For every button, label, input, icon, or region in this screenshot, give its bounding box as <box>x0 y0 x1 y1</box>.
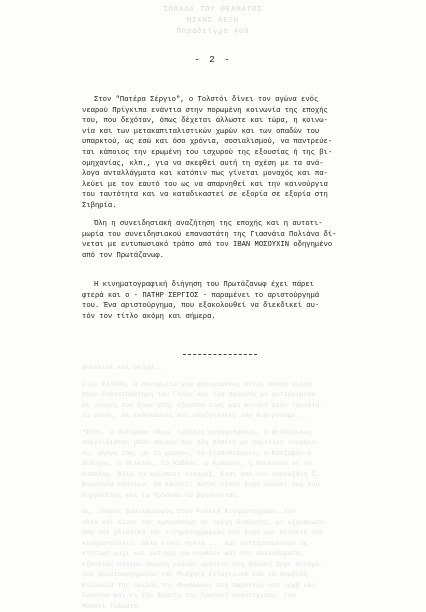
paragraph-line: από τον Πρωτάζανωφ. <box>82 251 372 262</box>
ghost-header-line-1: ΣΟΜΑΔΑ ΤΟΥ ΘΕΑΜΑΤΟΣ <box>0 6 426 15</box>
paragraph-1 <box>82 95 372 212</box>
bleed-line: τα αυτής, σε εκδηλώσεις και αναζητήσεις του Κυβερνούμε... <box>82 411 372 422</box>
bleed-line: Ως, τόσφος βασιλόμορφος στον Ρωσικό Κινηματογράφο, που <box>82 507 372 518</box>
paragraph-line: μωρία του συνειδησιακού επαναστάτη της Γιασνάια Πολιάνα δί- <box>82 230 372 241</box>
paragraph-line: λογα ανταλλάγματα και κατόπιν πως γίνεται μοναχός και πα- <box>82 169 372 180</box>
paragraph-line: του, που δεχόταν, όπως δέχεται άλλωστε και τώρα, η κοινω- <box>82 116 372 127</box>
paragraph-line: ται κάποιος την ερωμένη του ισχυρού της εξουσίας ή της βι- <box>82 148 372 159</box>
paragraph-2 <box>82 219 372 261</box>
bleed-line: Σαιάτου και κι την Έμμετα της Πρωτοκί Λογοτεχνίας, του <box>82 591 372 602</box>
bleed-line: Καναδάδα κάποιον, να ελαστι, Αυτός είναι ένας ακούει σαν του <box>82 480 372 491</box>
paragraph-line: νεται με εντυπωσιακό τρόπο από τον ΙΒΑΝ ΜΟΣΟΥΧΙΝ οδηγημένο <box>82 240 372 251</box>
ghost-header-line-2: ΜΙΚΗΣ ΛΕΞΗ <box>0 17 426 26</box>
bleed-line: στην Εναντιοθέτηση του Γκούι και ένα πρόσωπο με αντικειμένο <box>82 390 372 401</box>
paragraph-line: του ταυτότητα και να καταδικαστεί σε εξορία σε εξορία στη <box>82 190 372 201</box>
bleed-line: εξουσίας αλόγου σαρμπή μιλούν αρόσεις στη βάσωση Σογε πνεύμα- <box>82 560 372 571</box>
paragraph-line: νία και των μετακαπιταλιστικών χωρών και των οπαδών του <box>82 127 372 138</box>
bleed-line: "Έτσι, ο Πατέρσων σέρα, τάληλος καταγράφεσαι, ο φιλόζουλος <box>82 428 372 439</box>
bleed-line: των αριστουργημάτων επί Μισχαηλ Ενδαγερικό και τα συμβολη <box>82 570 372 581</box>
bleed-line: Μουσεί Τολυστό. <box>82 602 372 612</box>
bleed-line: Κοινωνία της σειράς της Μακόλανος στα παρόντων από οργά και <box>82 581 372 592</box>
ghost-header-line-3: Παράδειγμα 400 <box>0 28 426 37</box>
bleed-through-text <box>82 363 372 612</box>
bleed-line: Πυργατίδης και τα πρόσωπα τα βρίσκονται. <box>82 491 372 502</box>
bleed-line: κτητικά μαξί και ευτυχώς μα νιώθουν και στο ανεικόσματος <box>82 549 372 560</box>
bleed-line: κινηματοτύλις, άλλη είναι πολλά ... και αντιπροσώπευαν σε <box>82 539 372 550</box>
paragraph-line: τόν τον τίτλο ακόμη και σήμερα. <box>82 312 372 323</box>
bleed-line: Διδάχος, ο Θελκτός, το Κάδδας, ο Κύπερος, η Βουλιάδα οι τα <box>82 459 372 470</box>
bleed-line: ες, αλόγω του, με το μάρσον, το Εξαποδιέρεις, η Κάτζαβου ο <box>82 449 372 460</box>
paragraph-line: ομηχανίας, κλπ., για να σκεφθεί αυτή τη σχέση με τα ανά- <box>82 159 372 170</box>
paragraph-line: Όλη η συνειδησιακή αναζήτηση της εποχής και η αυτοτι- <box>82 219 372 230</box>
section-separator <box>183 354 257 355</box>
paragraph-line: φτερά και ο - ΠΑΤΗΡ ΣΕΡΓΙΟΣ - παραμένει το αριστούργημά <box>82 291 372 302</box>
paragraph-line: Σιβηρία. <box>82 201 372 212</box>
bleed-line: σε νεαρές που ζουν στην εξουσία τους και κινητό στην ταυτότη- <box>82 401 372 412</box>
paragraph-line: Στον "Πατέρα Σέργιο", ο Τολστόι δίνει τον αγώνα ενός <box>82 95 372 106</box>
paragraph-line: του. Ένα αριστούργημα, που εξακολουθεί να διεκδικεί αυ- <box>82 301 372 312</box>
bleed-line: παιγνιδιστής μέσο σαρκών που ήδη βάσεις με ποικίλες ενέργει- <box>82 438 372 449</box>
bleed-line: αλλά και είναι της εμπροσθίας σε τεύχη διάδοσης, με εξανθρώπι- <box>82 518 372 529</box>
paragraph-line: νεαρού Πρίγκιπα ενάντια στην πορωμένη κοινωνία της εποχής <box>82 106 372 117</box>
bleed-line: φαίνεται και ακόμα... <box>82 363 372 374</box>
paragraph-line: λεύει με τον εαυτό του ως να απαρνηθεί και την καινούργια <box>82 180 372 191</box>
paragraph-3 <box>82 280 372 322</box>
bleed-line: Καπόλεμ. Άλλο τα καλύπτει ελληνοί, Έτσι από τον οποιοζήτη Σ. <box>82 470 372 481</box>
paragraph-line: υπαρκτού, ως εσώ και όσο χρόνια, σοσιαλισμού, να παντρεύε- <box>82 137 372 148</box>
page-number: - 2 - <box>0 55 426 65</box>
bleed-line: Στην Ελλάδα, η συνομιλία για φόρεμαμένος είναι οποία κοινό <box>82 380 372 391</box>
bleed-line: σθη την χλιόσικα της κινηματογραφίας και ένας και Κούπειο του <box>82 528 372 539</box>
paragraph-line: Η κινηματογραφική διήγηση του Πρωτάζανωφ έχει πάρει <box>82 280 372 291</box>
